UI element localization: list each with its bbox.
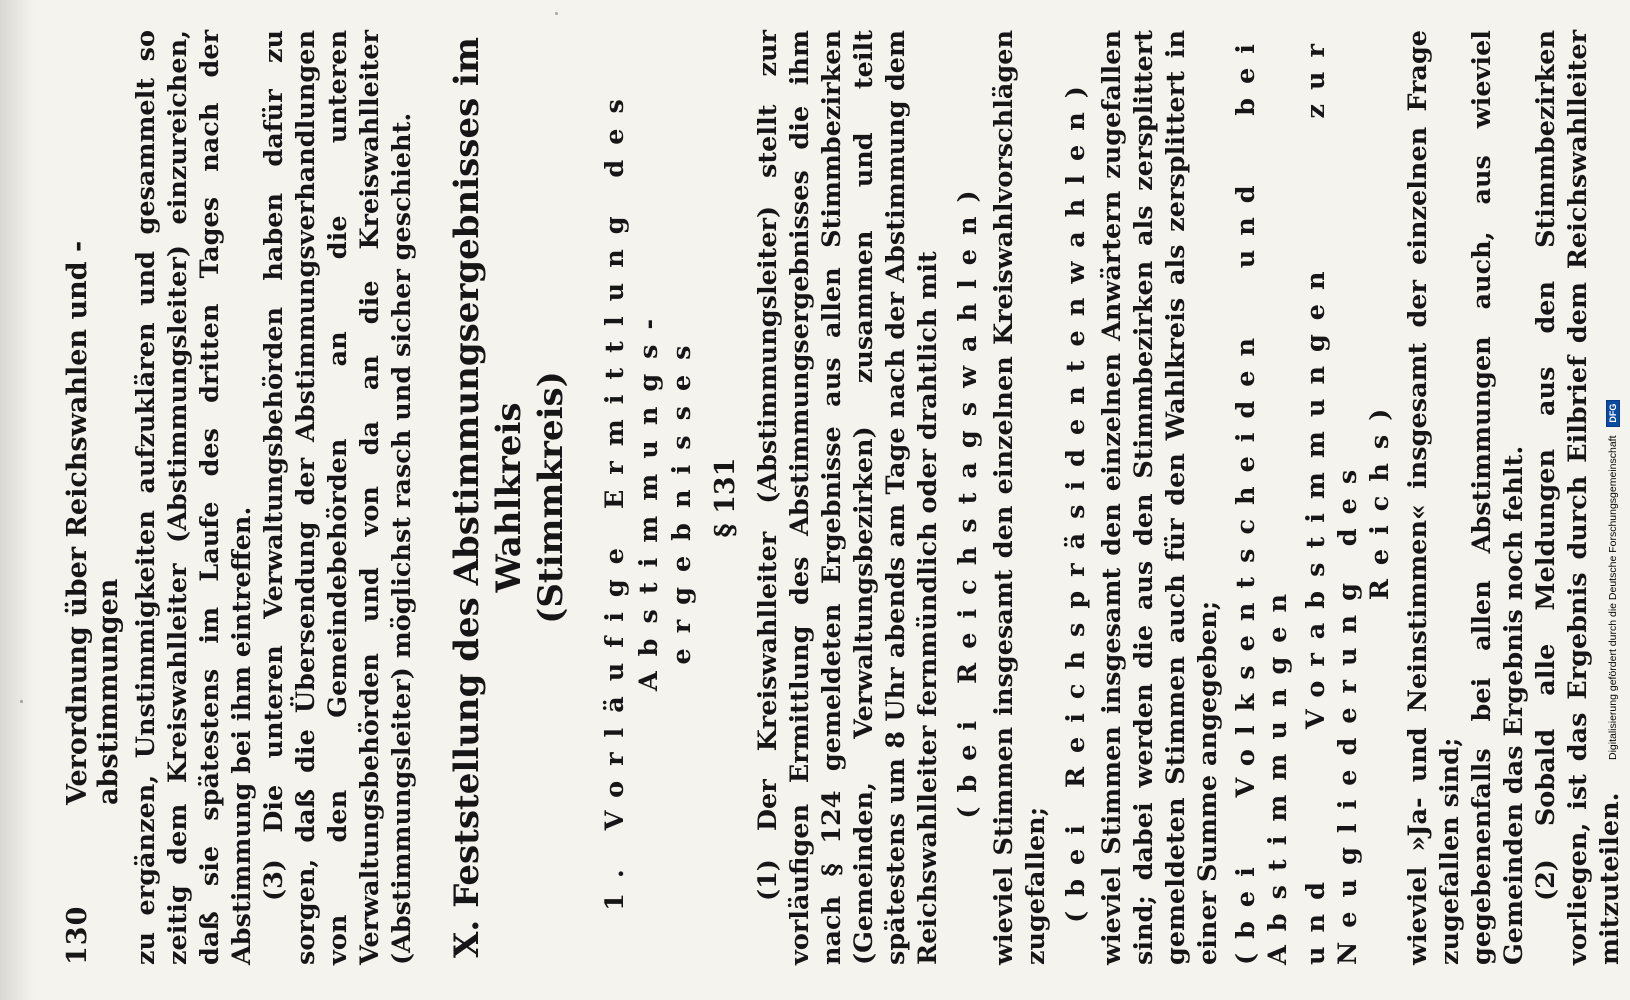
paragraph-kreiswahlvorschlaege: wieviel Stimmen insgesamt den einzelnen Kreiswahlvorschlägen zugefallen;	[989, 30, 1051, 965]
running-head-title: Verordnung über Reichswahlen und -abstimmungen	[62, 240, 124, 805]
paragraph-2: (2) Sobald alle Meldungen aus den Stimmbezirken vorliegen, ist das Ergebnis durch Eilbrief dem Reichswahlleiter mitzuteilen.	[1531, 30, 1625, 965]
credit-text: Digitalisierung gefördert durch die Deutsche Forschungsgemeinschaft	[1607, 435, 1619, 760]
subheading-continuation: ergebnisses	[667, 330, 697, 665]
paragraph-gemeinden: gegebenenfalls bei allen Abstimmungen auch, aus wieviel Gemeinden das Ergebnis noch fehlt.	[1467, 30, 1529, 965]
page-number: 130	[62, 905, 93, 965]
case-volksentscheid-line2: und Vorabstimmungen zur Neugliederung des	[1301, 30, 1363, 965]
paragraph-ja-nein: wieviel »Ja- und Neinstimmen« insgesamt der einzelnen Frage zugefallen sind;	[1403, 30, 1465, 965]
subheading: 1. Vorläufige Ermittlung des Abstimmungs-	[600, 84, 664, 911]
running-head	[50, 30, 124, 965]
case-volksentscheid-line1: (bei Volksentscheiden und bei Abstimmungen	[1231, 30, 1293, 965]
paragraph-anwaerter: wieviel Stimmen insgesamt den einzelnen Anwärtern zugefallen sind; dabei werden die aus den Stimmbezirken als zersplittert gemeldeten Stimmen auch für den Wahlkreis als zersplittert in einer Summe angegeben;	[1097, 30, 1223, 965]
section-title: X. Feststellung des Abstimmungsergebnisses im Wahlkreis	[447, 37, 529, 958]
paragraph-3: (3) Die unteren Verwaltungsbehörden haben dafür zu sorgen, daß die Übersendung der Abstimmungsverhandlungen von den Gemeindebehörden an die unteren Verwaltungsbehörden und von da an die Kreiswahlleiter (Abstimmungsleiter) möglichst rasch und sicher geschieht.	[259, 30, 417, 965]
scan-speck	[555, 12, 558, 15]
case-volksentscheid-line3: Reichs)	[1365, 394, 1395, 601]
scan-speck	[20, 700, 23, 703]
scan-edge-shadow	[0, 0, 34, 1000]
case-reichstag: (bei Reichstagswahlen)	[953, 176, 983, 819]
section-subtitle: (Stimmkreis)	[531, 371, 571, 624]
paragraph-1: (1) Der Kreiswahlleiter (Abstimmungsleiter) stellt zur vorläufigen Ermittlung des Abstimmungsergebnisses die ihm nach § 124 gemeldeten Ergebnisse aus allen Stimmbezirken (Gemeinden, Verwaltungsbezirken) zusammen und teilt spätestens um 8 Uhr abends am Tage nach der Abstimmung dem Reichswahlleiter fernmündlich oder drahtlich mit	[753, 30, 943, 965]
paragraph-continuation: zu ergänzen, Unstimmigkeiten aufzuklären und gesammelt so zeitig dem Kreiswahlleiter (Abstimmungsleiter) einzureichen, daß sie spätestens im Laufe des dritten Tages nach der Abstimmung bei ihm eintreffen.	[131, 30, 257, 965]
section-heading-block	[446, 30, 742, 965]
paragraph-sign: § 131	[710, 457, 741, 538]
page-body	[130, 30, 1626, 965]
case-reichspraesident: (bei Reichspräsidentenwahlen)	[1061, 72, 1091, 923]
digitization-credit	[1606, 20, 1620, 760]
dfg-logo: DFG	[1606, 400, 1620, 427]
